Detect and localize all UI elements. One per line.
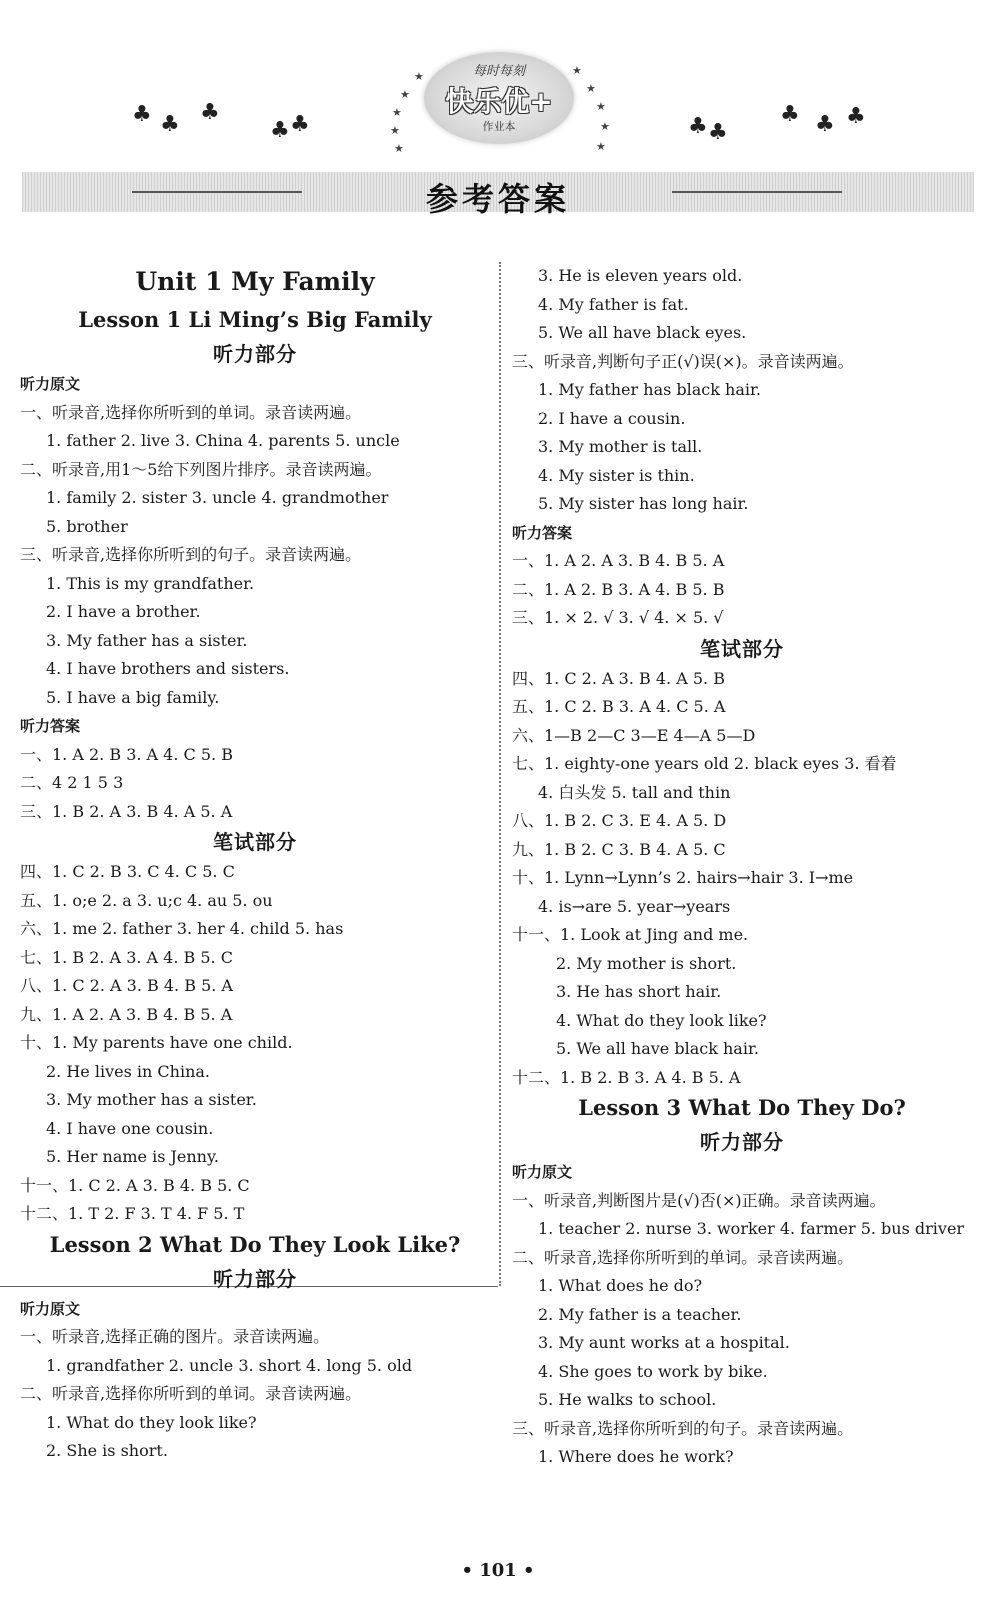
- section-heading: 听力部分: [213, 342, 297, 366]
- section-heading: Lesson 1 Li Ming’s Big Family: [78, 307, 432, 332]
- star-icon: ★: [586, 82, 596, 95]
- sprig-icon: ♣: [160, 112, 180, 137]
- answer-line: 六、1—B 2—C 3—E 4—A 5—D: [512, 725, 756, 745]
- answer-line: 3. He has short hair.: [556, 982, 722, 1001]
- answer-line: 二、听录音,用1～5给下列图片排序。录音读两遍。: [20, 459, 382, 479]
- answer-line: 5. My sister has long hair.: [538, 494, 749, 513]
- answer-line: 十一、1. Look at Jing and me.: [512, 925, 749, 944]
- page-number: • 101 •: [461, 1560, 535, 1581]
- answer-line: 九、1. A 2. A 3. B 4. B 5. A: [20, 1004, 233, 1024]
- section-heading: 听力部分: [700, 1130, 784, 1154]
- page-header: [0, 0, 996, 230]
- answer-line: 八、1. C 2. A 3. B 4. B 5. A: [20, 976, 233, 995]
- answer-line: 4. I have one cousin.: [46, 1118, 214, 1138]
- answer-line: 一、听录音,判断图片是(√)否(×)正确。录音读两遍。: [512, 1190, 886, 1210]
- sprig-icon: ♣: [132, 102, 152, 127]
- answer-line: 5. Her name is Jenny.: [46, 1147, 219, 1166]
- section-heading: 笔试部分: [213, 830, 297, 854]
- star-icon: ★: [392, 106, 402, 119]
- answer-line: 二、4 2 1 5 3: [20, 773, 124, 792]
- answer-line: 5. brother: [46, 516, 128, 536]
- answer-line: 四、1. C 2. A 3. B 4. A 5. B: [512, 668, 725, 688]
- sprig-icon: ♣: [290, 112, 310, 137]
- answer-line: 4. She goes to work by bike.: [538, 1361, 768, 1381]
- answer-line: 二、1. A 2. B 3. A 4. B 5. B: [512, 579, 725, 599]
- left-column: [20, 264, 490, 1474]
- publisher-logo: [424, 52, 574, 144]
- answer-line: 四、1. C 2. B 3. C 4. C 5. C: [20, 862, 235, 881]
- answer-line: 4. My sister is thin.: [538, 465, 695, 485]
- answer-line: 1. What do they look like?: [46, 1412, 257, 1432]
- answer-line: 1. grandfather 2. uncle 3. short 4. long 5. old: [46, 1355, 413, 1375]
- answer-line: 2. My mother is short.: [556, 953, 737, 973]
- answer-line: 二、听录音,选择你所听到的单词。录音读两遍。: [20, 1384, 362, 1403]
- star-icon: ★: [572, 64, 582, 77]
- subsection-label: 听力原文: [512, 1163, 573, 1181]
- answer-line: 1. teacher 2. nurse 3. worker 4. farmer 5. bus driver: [538, 1219, 965, 1238]
- answer-line: 七、1. eighty-one years old 2. black eyes 3. 看着: [512, 754, 897, 773]
- column-divider: [499, 262, 501, 1286]
- answer-line: 3. My father has a sister.: [46, 630, 248, 650]
- answer-line: 2. She is short.: [46, 1441, 168, 1460]
- answer-line: 1. What does he do?: [538, 1276, 703, 1295]
- sprig-icon: ♣: [780, 102, 800, 127]
- subsection-label: 听力答案: [512, 523, 573, 542]
- answer-line: 4. is→are 5. year→years: [538, 896, 731, 916]
- answer-line: 十二、1. T 2. F 3. T 4. F 5. T: [20, 1204, 245, 1223]
- answer-line: 2. He lives in China.: [46, 1061, 210, 1081]
- answer-line: 2. My father is a teacher.: [538, 1304, 742, 1324]
- section-heading: 听力部分: [213, 1266, 297, 1291]
- answer-line: 5. We all have black eyes.: [538, 323, 747, 342]
- answer-line: 2. I have a cousin.: [538, 408, 686, 428]
- answer-line: 3. My mother is tall.: [538, 437, 703, 456]
- logo-brand: 快乐优+: [445, 85, 553, 118]
- answer-line: 1. Where does he work?: [538, 1447, 734, 1466]
- answer-line: 3. He is eleven years old.: [538, 266, 743, 285]
- answer-line: 五、1. o;e 2. a 3. u;c 4. au 5. ou: [20, 890, 273, 910]
- answer-line: 十、1. My parents have one child.: [20, 1033, 293, 1052]
- answer-line: 七、1. B 2. A 3. A 4. B 5. C: [20, 947, 233, 967]
- answer-line: 三、听录音,判断句子正(√)误(×)。录音读两遍。: [512, 351, 854, 371]
- answer-line: 一、听录音,选择正确的图片。录音读两遍。: [20, 1327, 330, 1346]
- answer-line: 三、听录音,选择你所听到的句子。录音读两遍。: [20, 545, 362, 564]
- answer-line: 十一、1. C 2. A 3. B 4. B 5. C: [20, 1175, 250, 1195]
- sprig-icon: ♣: [200, 100, 220, 125]
- subsection-label: 听力原文: [20, 1299, 81, 1318]
- answer-line: 三、1. B 2. A 3. B 4. A 5. A: [20, 801, 233, 821]
- answer-line: 1. family 2. sister 3. uncle 4. grandmother: [46, 488, 389, 507]
- answer-line: 4. 白头发 5. tall and thin: [538, 782, 731, 802]
- section-heading: 笔试部分: [700, 636, 784, 661]
- answer-line: 3. My mother has a sister.: [46, 1090, 257, 1109]
- answer-line: 三、1. × 2. √ 3. √ 4. × 5. √: [512, 608, 724, 627]
- answer-line: 4. I have brothers and sisters.: [46, 659, 290, 678]
- subsection-label: 听力原文: [20, 375, 81, 393]
- star-icon: ★: [414, 70, 424, 83]
- star-icon: ★: [400, 88, 410, 101]
- answer-line: 一、1. A 2. A 3. B 4. B 5. A: [512, 551, 725, 570]
- answer-line: 二、听录音,选择你所听到的单词。录音读两遍。: [512, 1247, 854, 1267]
- star-icon: ★: [596, 140, 606, 153]
- star-icon: ★: [394, 142, 404, 155]
- section-heading: Lesson 3 What Do They Do?: [578, 1095, 906, 1120]
- title-band: [22, 172, 974, 218]
- answer-line: 5. We all have black hair.: [556, 1039, 759, 1058]
- answer-line: 5. He walks to school.: [538, 1390, 717, 1409]
- answer-line: 1. My father has black hair.: [538, 380, 761, 399]
- answer-line: 一、1. A 2. B 3. A 4. C 5. B: [20, 744, 233, 764]
- answer-line: 一、听录音,选择你所听到的单词。录音读两遍。: [20, 402, 362, 422]
- sprig-icon: ♣: [270, 118, 290, 143]
- answer-line: 五、1. C 2. B 3. A 4. C 5. A: [512, 697, 726, 716]
- section-heading: Unit 1 My Family: [135, 267, 375, 296]
- section-heading: Lesson 2 What Do They Look Like?: [49, 1231, 461, 1257]
- answer-line: 1. This is my grandfather.: [46, 573, 255, 593]
- star-icon: ★: [390, 124, 400, 137]
- page-title: 参考答案: [425, 180, 570, 218]
- star-icon: ★: [600, 120, 610, 133]
- logo-subtitle: 作业本: [482, 120, 516, 133]
- star-icon: ★: [596, 100, 606, 113]
- answer-line: 1. father 2. live 3. China 4. parents 5. uncle: [46, 431, 400, 450]
- logo-tagline: 每时每刻: [472, 64, 525, 79]
- answer-line: 4. What do they look like?: [556, 1010, 767, 1030]
- right-column: [512, 262, 972, 1482]
- answer-line: 5. I have a big family.: [46, 687, 220, 707]
- answer-line: 十、1. Lynn→Lynn’s 2. hairs→hair 3. I→me: [512, 868, 854, 887]
- answer-line: 十二、1. B 2. B 3. A 4. B 5. A: [512, 1067, 741, 1087]
- answer-line: 八、1. B 2. C 3. E 4. A 5. D: [512, 811, 727, 830]
- answer-line: 九、1. B 2. C 3. B 4. A 5. C: [512, 839, 726, 859]
- sprig-icon: ♣: [688, 114, 708, 139]
- answer-line: 2. I have a brother.: [46, 602, 201, 621]
- sprig-icon: ♣: [815, 112, 835, 137]
- sprig-icon: ♣: [708, 120, 728, 145]
- answer-line: 三、听录音,选择你所听到的句子。录音读两遍。: [512, 1418, 854, 1438]
- answer-line: 3. My aunt works at a hospital.: [538, 1333, 790, 1352]
- answer-line: 4. My father is fat.: [538, 294, 689, 314]
- sprig-icon: ♣: [846, 104, 866, 129]
- subsection-label: 听力答案: [20, 717, 81, 735]
- answer-line: 六、1. me 2. father 3. her 4. child 5. has: [20, 919, 344, 938]
